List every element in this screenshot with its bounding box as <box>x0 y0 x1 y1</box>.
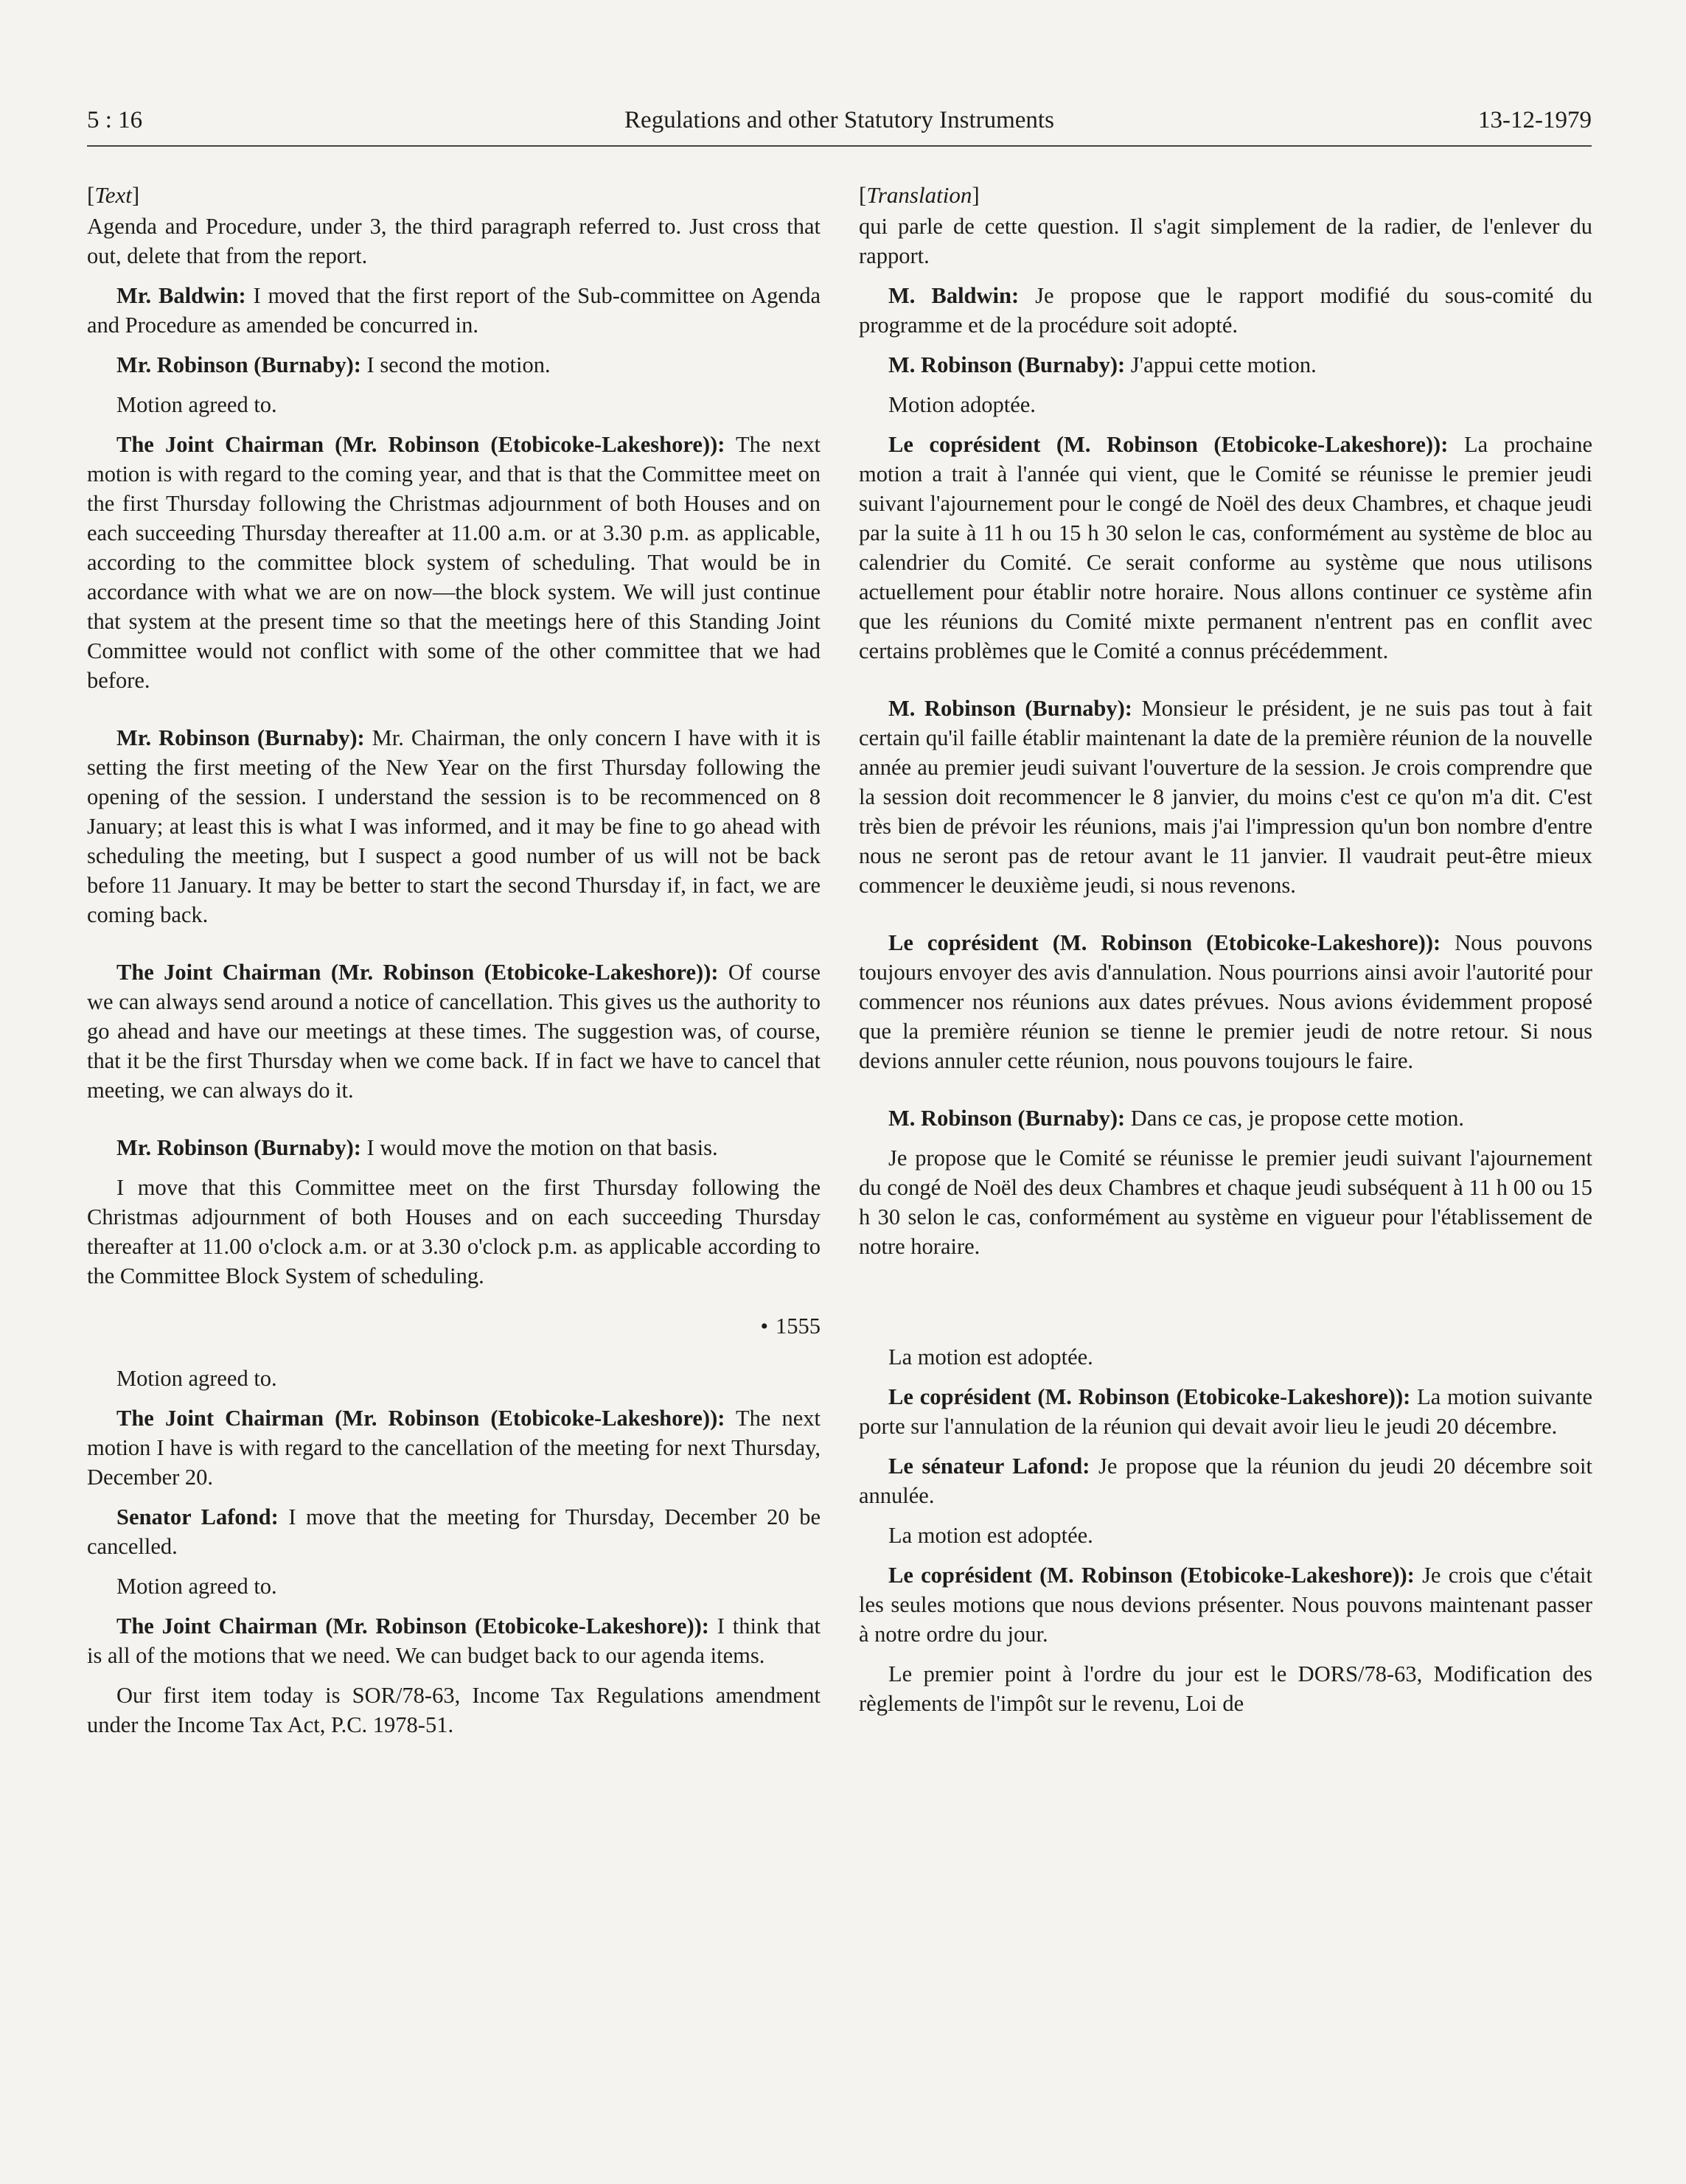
paragraph: The Joint Chairman (Mr. Robinson (Etobicoke-Lakeshore)): The next motion is with regard to the coming year, and that is that the Committee meet on the first Thursday following the Christmas adjournment of both Houses and on each succeeding Thursday thereafter at 11.00 a.m. or at 3.30 p.m. as applicable, according to the committee block system of scheduling. That would be in accordance with what we are on now—the block system. We will just continue that system at the present time so that the meetings here of this Standing Joint Committee would not conflict with some of the other committee that we had before. <box>87 432 821 693</box>
bullet-icon: • <box>760 1314 768 1339</box>
issue-date: 13-12-1979 <box>1478 107 1592 133</box>
paragraph: Le coprésident (M. Robinson (Etobicoke-Lakeshore)): Je crois que c'était les seules motions que nous devions présenter. Nous pouvons maintenant passer à notre ordre du jour. <box>859 1563 1592 1647</box>
header-rule <box>87 145 1592 147</box>
speaker-name: M. Robinson (Burnaby): <box>888 696 1132 721</box>
page-number: 5 : 16 <box>87 107 143 133</box>
speaker-name: Senator Lafond: <box>116 1504 279 1529</box>
page-header <box>87 107 1592 144</box>
speaker-name: Le coprésident (M. Robinson (Etobicoke-Lakeshore)): <box>888 1384 1411 1409</box>
paragraph: Le coprésident (M. Robinson (Etobicoke-Lakeshore)): La prochaine motion a trait à l'année qui vient, que le Comité se réunisse le premier jeudi suivant l'ajournement pour le congé de Noël des deux Chambres, et chaque jeudi par la suite à 11 h ou 15 h 30 selon le cas, conformément au système de bloc au calendrier du Comité. Ce serait conforme au système que nous utilisons actuellement pour établir notre horaire. Nous allons continuer ce système afin que les réunions du Comité mixte permanent n'entrent pas en conflit avec certains problèmes que le Comité a connus précédemment. <box>859 432 1592 663</box>
paragraph: M. Robinson (Burnaby): Monsieur le président, je ne suis pas tout à fait certain qu'il faille établir maintenant la date de la première réunion de la nouvelle année au premier jeudi suivant l'ouverture de la session. Je crois comprendre que la session doit recommencer le 8 janvier, du moins c'est ce qu'on m'a dit. C'est très bien de prévoir les réunions, mais j'ai l'impression qu'un bon nombre d'entre nous ne seront pas de retour avant le 11 janvier. Il vaudrait peut-être mieux commencer le deuxième jeudi, si nous revenons. <box>859 696 1592 898</box>
paragraph: M. Robinson (Burnaby): J'appui cette motion. <box>888 352 1317 377</box>
paragraph: Motion agreed to. <box>116 392 277 417</box>
paragraph: Senator Lafond: I move that the meeting for Thursday, December 20 be cancelled. <box>87 1504 821 1559</box>
speaker-name: M. Robinson (Burnaby): <box>888 1106 1126 1131</box>
paragraph: Agenda and Procedure, under 3, the third paragraph referred to. Just cross that out, delete that from the report. <box>87 214 821 268</box>
paragraph: Mr. Baldwin: I moved that the first report of the Sub-committee on Agenda and Procedure as amended be concurred in. <box>87 283 821 338</box>
paragraph: Motion agreed to. <box>116 1574 277 1599</box>
paragraph: Le sénateur Lafond: Je propose que la réunion du jeudi 20 décembre soit annulée. <box>859 1454 1592 1508</box>
paragraph: Mr. Robinson (Burnaby): I second the motion. <box>116 352 551 377</box>
paragraph: M. Robinson (Burnaby): Dans ce cas, je propose cette motion. <box>888 1106 1465 1131</box>
paragraph: Le coprésident (M. Robinson (Etobicoke-Lakeshore)): La motion suivante porte sur l'annulation de la réunion qui devait avoir lieu le jeudi 20 décembre. <box>859 1384 1593 1439</box>
paragraph: La motion est adoptée. <box>888 1344 1093 1370</box>
time-marker: • 1555 <box>760 1313 821 1339</box>
paragraph: La motion est adoptée. <box>888 1523 1093 1548</box>
speaker-name: The Joint Chairman (Mr. Robinson (Etobicoke-Lakeshore)): <box>116 1613 709 1639</box>
speaker-name: Le coprésident (M. Robinson (Etobicoke-Lakeshore)): <box>888 930 1441 955</box>
paragraph: Je propose que le Comité se réunisse le premier jeudi suivant l'ajournement du congé de Noël des deux Chambres et chaque jeudi subséquent à 11 h 00 ou 15 h 30 selon le cas, conformément au système en vigueur pour l'établissement de notre horaire. <box>859 1145 1592 1259</box>
speaker-name: Le coprésident (M. Robinson (Etobicoke-Lakeshore)): <box>888 432 1449 457</box>
speaker-name: Mr. Baldwin: <box>116 283 246 308</box>
speaker-name: The Joint Chairman (Mr. Robinson (Etobicoke-Lakeshore)): <box>116 432 725 457</box>
french-column <box>859 181 1592 1728</box>
speaker-name: Le coprésident (M. Robinson (Etobicoke-Lakeshore)): <box>888 1563 1415 1588</box>
speaker-name: M. Robinson (Burnaby): <box>888 352 1126 377</box>
paragraph: The Joint Chairman (Mr. Robinson (Etobicoke-Lakeshore)): The next motion I have is with regard to the cancellation of the meeting for next Thursday, December 20. <box>87 1406 821 1490</box>
speaker-name: The Joint Chairman (Mr. Robinson (Etobicoke-Lakeshore)): <box>116 960 719 985</box>
text-label: [Text] <box>87 182 140 208</box>
speaker-name: The Joint Chairman (Mr. Robinson (Etobicoke-Lakeshore)): <box>116 1406 725 1431</box>
paragraph: Motion agreed to. <box>116 1366 277 1391</box>
paragraph: Mr. Robinson (Burnaby): Mr. Chairman, the only concern I have with it is setting the first meeting of the New Year on the first Thursday following the opening of the session. I understand the session is to be recommenced on 8 January; at least this is what I was informed, and it may be fine to go ahead with scheduling the meeting, but I suspect a good number of us will not be back before 11 January. It may be better to start the second Thursday if, in fact, we are coming back. <box>87 725 821 927</box>
speaker-name: M. Baldwin: <box>888 283 1020 308</box>
paragraph: qui parle de cette question. Il s'agit simplement de la radier, de l'enlever du rapport. <box>859 214 1592 268</box>
speaker-name: Le sénateur Lafond: <box>888 1454 1090 1479</box>
paragraph: M. Baldwin: Je propose que le rapport modifié du sous-comité du programme et de la procédure soit adopté. <box>859 283 1592 338</box>
paragraph: Motion adoptée. <box>888 392 1036 417</box>
speaker-name: Mr. Robinson (Burnaby): <box>116 352 361 377</box>
paragraph: The Joint Chairman (Mr. Robinson (Etobicoke-Lakeshore)): I think that is all of the motions that we need. We can budget back to our agenda items. <box>87 1613 821 1668</box>
paragraph: Le coprésident (M. Robinson (Etobicoke-Lakeshore)): Nous pouvons toujours envoyer des avis d'annulation. Nous pourrions ainsi avoir l'autorité pour commencer nos réunions aux dates prévues. Nous avions évidemment proposé que la première réunion se tienne le premier jeudi de notre retour. Si nous devions annuler cette réunion, nous pouvons toujours le faire. <box>859 930 1592 1073</box>
paragraph: Mr. Robinson (Burnaby): I would move the motion on that basis. <box>116 1135 718 1160</box>
speaker-name: Mr. Robinson (Burnaby): <box>116 1135 361 1160</box>
paragraph: The Joint Chairman (Mr. Robinson (Etobicoke-Lakeshore)): Of course we can always send around a notice of cancellation. This gives us the authority to go ahead and have our meetings at these times. The suggestion was, of course, that it be the first Thursday when we come back. If in fact we have to cancel that meeting, we can always do it. <box>87 960 821 1103</box>
speaker-name: Mr. Robinson (Burnaby): <box>116 725 365 750</box>
paragraph: I move that this Committee meet on the first Thursday following the Christmas adjournment of both Houses and on each succeeding Thursday thereafter at 11.00 o'clock a.m. or at 3.30 o'clock p.m. as applicable according to the Committee Block System of scheduling. <box>87 1175 821 1288</box>
english-column <box>87 181 821 1750</box>
translation-label: [Translation] <box>859 182 980 208</box>
publication-title: Regulations and other Statutory Instruments <box>624 107 1054 133</box>
paragraph: Le premier point à l'ordre du jour est le DORS/78-63, Modification des règlements de l'impôt sur le revenu, Loi de <box>859 1661 1592 1716</box>
paragraph: Our first item today is SOR/78-63, Income Tax Regulations amendment under the Income Tax Act, P.C. 1978-51. <box>87 1683 821 1737</box>
